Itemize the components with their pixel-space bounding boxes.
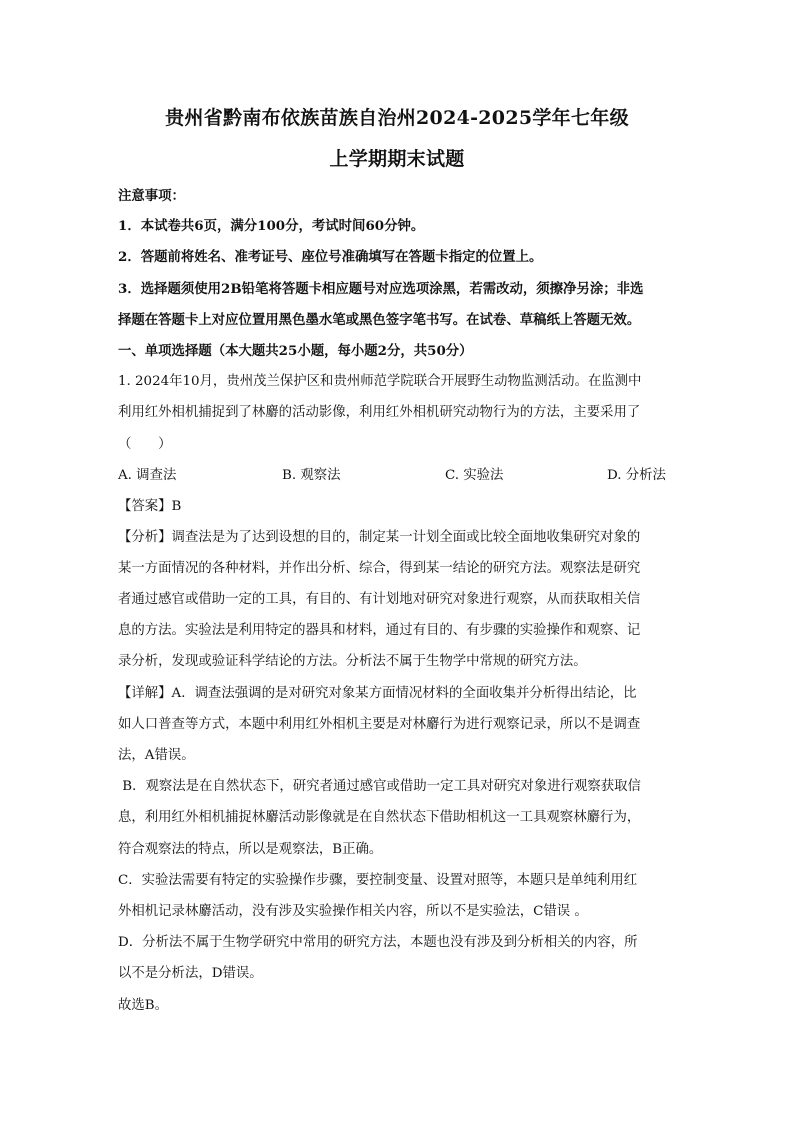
analysis-line: 息的方法。实验法是利用特定的器具和材料，通过有目的、有步骤的实验操作和观察、记 (118, 623, 641, 638)
detail-line: D．分析法不属于生物学研究中常用的研究方法，本题也没有涉及到分析相关的内容，所 (118, 935, 638, 950)
detail-line: 息，利用红外相机捕捉林麝活动影像就是在自然状态下借助相机这一工具观察林麝行为， (118, 810, 641, 825)
notice-item-2: 2．答题前将姓名、准考证号、座位号准确填写在答题卡指定的位置上。 (118, 249, 543, 265)
option-c: C. 实验法 (445, 468, 504, 483)
option-a: A. 调查法 (118, 468, 177, 483)
notice-heading: 注意事项： (118, 188, 185, 204)
question-stem-line2: 利用红外相机捕捉到了林麝的活动影像，利用红外相机研究动物行为的方法，主要采用了 (118, 405, 641, 420)
section-heading: 一、单项选择题（本大题共25小题，每小题2分，共50分） (118, 343, 473, 359)
question-stem-line3: （ ） (118, 437, 172, 452)
detail-line: 如人口普查等方式，本题中利用红外相机主要是对林麝行为进行观察记录，所以不是调查 (118, 717, 641, 732)
detail-line: 【详解】A．调查法强调的是对研究对象某方面情况材料的全面收集并分析得出结论，比 (118, 686, 637, 701)
detail-line: B．观察法是在自然状态下，研究者通过感官或借助一定工具对研究对象进行观察获取信 (118, 779, 641, 794)
analysis-line: 【分析】调查法是为了达到设想的目的，制定某一计划全面或比较全面地收集研究对象的 (118, 530, 641, 545)
notice-item-3-line2: 择题在答题卡上对应位置用黑色墨水笔或黑色签字笔书写。在试卷、草稿纸上答题无效。 (118, 312, 641, 328)
analysis-line: 者通过感官或借助一定的工具，有目的、有计划地对研究对象进行观察，从而获取相关信 (118, 592, 641, 607)
detail-line: 符合观察法的特点，所以是观察法，B正确。 (118, 842, 383, 857)
notice-item-1: 1．本试卷共6页，满分100分，考试时间60分钟。 (118, 218, 425, 234)
page-title-line2: 上学期期末试题 (329, 148, 465, 170)
answer-line: 【答案】B (118, 499, 182, 514)
option-d: D. 分析法 (607, 468, 666, 483)
page-title-line1: 贵州省黔南布依族苗族自治州2024-2025学年七年级 (165, 107, 629, 129)
notice-item-3-line1: 3．选择题须使用2B铅笔将答题卡相应题号对应选项涂黑，若需改动，须擦净另涂；非选 (118, 281, 644, 297)
analysis-line: 某一方面情况的各种材料，并作出分析、综合，得到某一结论的研究方法。观察法是研究 (118, 561, 641, 576)
detail-line: C．实验法需要有特定的实验操作步骤，要控制变量、设置对照等，本题只是单纯利用红 (118, 873, 638, 888)
detail-line: 以不是分析法，D错误。 (118, 966, 263, 981)
option-b: B. 观察法 (282, 468, 341, 483)
detail-line: 法，A错误。 (118, 748, 195, 763)
detail-line: 故选B。 (118, 998, 169, 1013)
question-stem-line1: 1. 2024年10月，贵州茂兰保护区和贵州师范学院联合开展野生动物监测活动。在监测中 (118, 374, 642, 389)
analysis-line: 录分析，发现或验证科学结论的方法。分析法不属于生物学中常规的研究方法。 (118, 654, 587, 669)
detail-line: 外相机记录林麝活动，没有涉及实验操作相关内容，所以不是实验法，C错误 。 (118, 904, 588, 919)
